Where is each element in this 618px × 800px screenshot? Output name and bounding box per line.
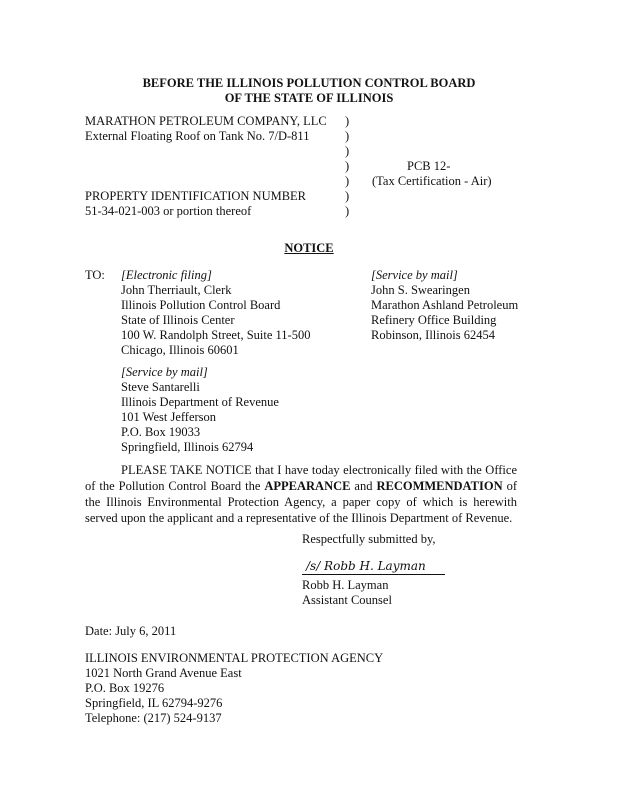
date-line: Date: July 6, 2011 (85, 624, 177, 638)
heading-line-1: BEFORE THE ILLINOIS POLLUTION CONTROL BOARD (142, 76, 476, 90)
notice-paragraph (85, 462, 517, 526)
paren: ) (345, 144, 350, 158)
agency-line: 1021 North Grand Avenue East (85, 666, 242, 680)
agency-line: Telephone: (217) 524-9137 (85, 711, 222, 725)
signer-title: Assistant Counsel (302, 593, 392, 607)
address-line: John Therriault, Clerk (121, 283, 232, 297)
heading-line-2: OF THE STATE OF ILLINOIS (224, 91, 394, 105)
address-line: John S. Swearingen (371, 283, 470, 297)
signer-name: Robb H. Layman (302, 578, 389, 592)
address-line: Refinery Office Building (371, 313, 497, 327)
body-text: and (350, 479, 377, 493)
caption-line: PROPERTY IDENTIFICATION NUMBER (85, 189, 307, 203)
recommendation-term: RECOMMENDATION (376, 479, 503, 493)
address-line: Steve Santarelli (121, 380, 200, 394)
agency-address (85, 651, 383, 726)
recipient-clerk (121, 268, 310, 358)
notice-title: NOTICE (284, 241, 334, 255)
respectfully-submitted: Respectfully submitted by, (302, 532, 436, 546)
signature: /s/ Robb H. Layman (306, 559, 426, 573)
caption-line: 51-34-021-003 or portion thereof (85, 204, 252, 218)
service-method: [Service by mail] (371, 268, 458, 282)
to-label: TO: (85, 268, 105, 282)
caption-line (85, 174, 327, 189)
caption-line (85, 144, 327, 159)
caption-line (85, 159, 327, 174)
appearance-term: APPEARANCE (264, 479, 351, 493)
paren: ) (345, 189, 350, 203)
caption-line: MARATHON PETROLEUM COMPANY, LLC (85, 114, 327, 128)
recipient-revenue (121, 365, 279, 455)
caption-line: External Floating Roof on Tank No. 7/D-811 (85, 129, 310, 143)
caption-parties (85, 114, 327, 219)
service-method: [Electronic filing] (121, 268, 212, 282)
address-line: Robinson, Illinois 62454 (371, 328, 495, 342)
agency-line: P.O. Box 19276 (85, 681, 165, 695)
paren: ) (345, 174, 350, 188)
address-line: Springfield, Illinois 62794 (121, 440, 254, 454)
paren: ) (345, 114, 350, 128)
case-number: PCB 12- (407, 159, 451, 173)
address-line: Chicago, Illinois 60601 (121, 343, 239, 357)
case-type: (Tax Certification - Air) (372, 174, 492, 188)
recipient-applicant (371, 268, 518, 343)
service-method: [Service by mail] (121, 365, 208, 379)
address-line: 101 West Jefferson (121, 410, 217, 424)
body-text: of the Illinois Environmental Protection Agency, a paper copy of which is herewith served upon the applicant and a representative of the Illinois Department of Revenue. (85, 479, 517, 525)
caption-parens (345, 114, 349, 219)
signature-line (302, 574, 445, 575)
address-line: Illinois Pollution Control Board (121, 298, 281, 312)
agency-line: ILLINOIS ENVIRONMENTAL PROTECTION AGENCY (85, 651, 384, 665)
address-line: Illinois Department of Revenue (121, 395, 279, 409)
paren: ) (345, 129, 350, 143)
address-line: P.O. Box 19033 (121, 425, 201, 439)
address-line: 100 W. Randolph Street, Suite 11-500 (121, 328, 311, 342)
address-line: Marathon Ashland Petroleum (371, 298, 519, 312)
paren: ) (345, 204, 350, 218)
body-text: PLEASE TAKE NOTICE that I have today electronically filed with the Office of the Pollution Control Board the (85, 463, 517, 493)
agency-line: Springfield, IL 62794-9276 (85, 696, 223, 710)
address-line: State of Illinois Center (121, 313, 235, 327)
paren: ) (345, 159, 350, 173)
